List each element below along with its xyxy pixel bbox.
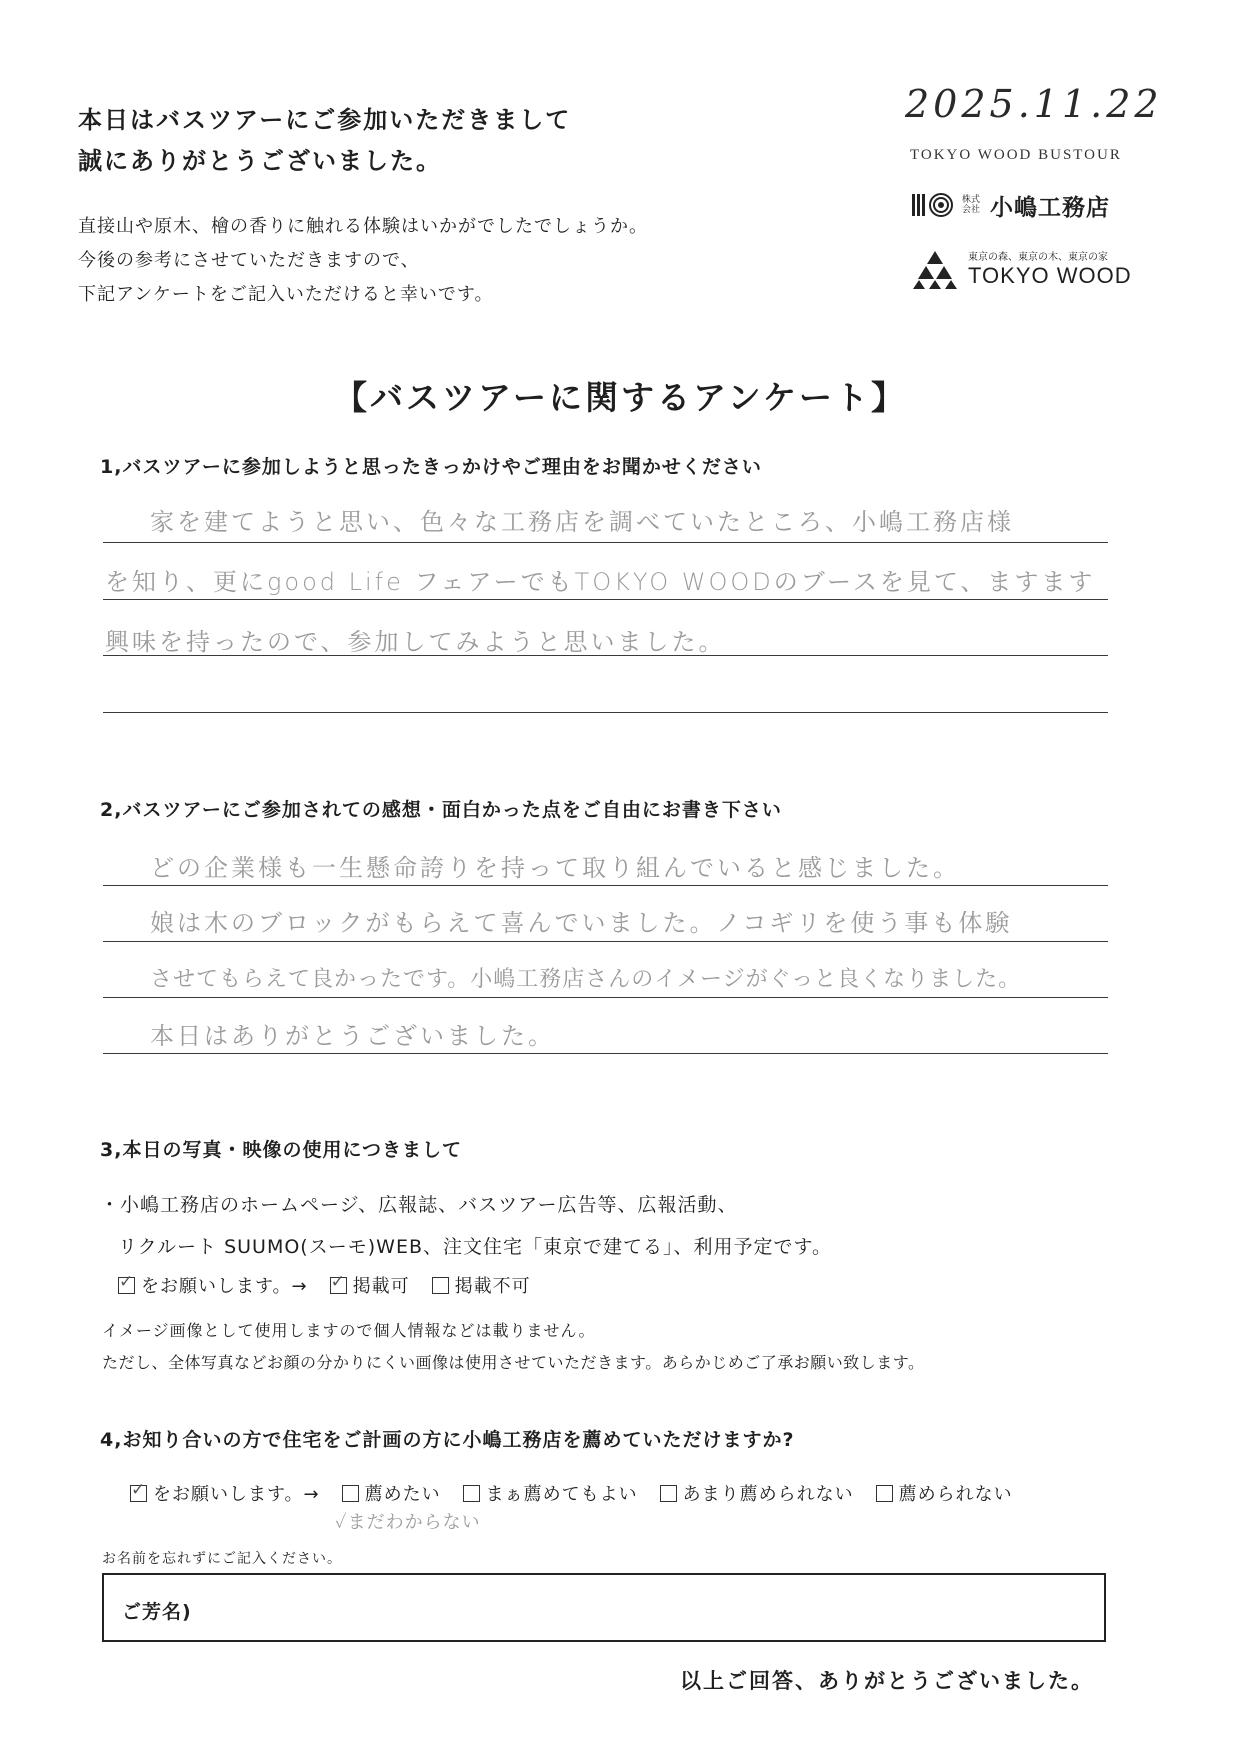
survey-title: 【バスツアーに関するアンケート】: [333, 378, 908, 417]
q4-option-4-checkbox-icon[interactable]: [876, 1485, 893, 1502]
q4-option-1-checkbox-icon[interactable]: [342, 1485, 359, 1502]
question-2-label: 2,バスツアーにご参加されての感想・面白かった点をご自由にお書き下さい: [100, 799, 782, 821]
q3-option-2-label: 掲載不可: [454, 1276, 531, 1297]
brand-tagline: 東京の森、東京の木、東京の家: [968, 252, 1108, 263]
q2-answer-line-3: させてもらえて良かったです。小嶋工務店さんのイメージがぐっと良くなりました。: [150, 967, 1022, 992]
name-label: ご芳名): [122, 1601, 192, 1623]
company-logo-icon: [912, 192, 956, 218]
q4-option-recommend[interactable]: [342, 1480, 441, 1506]
q3-options: [118, 1272, 553, 1298]
intro-line-3: 下記アンケートをご記入いただけると幸いです。: [78, 284, 494, 305]
greeting: [78, 100, 571, 182]
q2-rule-3: [103, 997, 1108, 998]
name-prompt: お名前を忘れずにご記入ください。: [102, 1551, 342, 1567]
q4-option-rarely[interactable]: [660, 1480, 854, 1506]
q4-option-2-label: まぁ薦めてもよい: [485, 1484, 638, 1505]
q3-usage-line-2: リクルート SUUMO(スーモ)WEB、注文住宅「東京で建てる」、利用予定です。: [118, 1236, 832, 1258]
q2-rule-4: [103, 1053, 1108, 1054]
q4-request-checkbox[interactable]: [130, 1480, 320, 1506]
q1-answer-line-1: 家を建てようと思い、色々な工務店を調べていたところ、小嶋工務店様: [150, 508, 1014, 536]
intro-text: [78, 210, 648, 312]
q3-note-line-2: ただし、全体写真などお顔の分かりにくい画像は使用させていただきます。あらかじめご了承お願い致します。: [102, 1353, 925, 1372]
brand-triangles-icon: [912, 249, 958, 289]
q1-rule-2: [103, 599, 1108, 600]
event-name: TOKYO WOOD BUSTOUR: [910, 147, 1122, 163]
question-1-label: 1,バスツアーに参加しようと思ったきっかけやご理由をお聞かせください: [100, 456, 762, 478]
q3-usage-line-1: ・小嶋工務店のホームページ、広報誌、バスツアー広告等、広報活動、: [100, 1194, 738, 1216]
company-prefix: 株式会社: [962, 195, 981, 215]
q3-request-checkbox[interactable]: [118, 1272, 308, 1298]
q3-request-check-icon[interactable]: [118, 1277, 135, 1294]
q2-rule-2: [103, 941, 1108, 942]
q2-answer-line-1: どの企業様も一生懸命誇りを持って取り組んでいると感じました。: [150, 854, 960, 882]
q3-note-line-1: イメージ画像として使用しますので個人情報などは載りません。: [102, 1321, 596, 1340]
q1-rule-4: [103, 712, 1108, 713]
q4-option-3-checkbox-icon[interactable]: [660, 1485, 677, 1502]
q3-request-label: をお願いします。→: [141, 1276, 308, 1297]
brand-logo: [912, 248, 1132, 289]
q3-option-1-label: 掲載可: [352, 1276, 410, 1297]
q2-answer-line-2: 娘は木のブロックがもらえて喜んでいました。ノコギリを使う事も体験: [150, 909, 1013, 937]
q1-rule-3: [103, 655, 1108, 656]
q1-rule-1: [103, 542, 1108, 543]
q4-options: [130, 1480, 1035, 1506]
q4-request-label: をお願いします。→: [153, 1484, 320, 1505]
q4-option-4-label: 薦められない: [898, 1484, 1013, 1505]
question-3-label: 3,本日の写真・映像の使用につきまして: [100, 1139, 463, 1161]
q4-option-2-checkbox-icon[interactable]: [463, 1485, 480, 1502]
question-4-label: 4,お知り合いの方で住宅をご計画の方に小嶋工務店を薦めていただけますか?: [100, 1429, 795, 1451]
intro-line-1: 直接山や原木、檜の香りに触れる体験はいかがでしたでしょうか。: [78, 216, 648, 237]
brand-name: TOKYO WOOD: [968, 263, 1132, 288]
q3-option-1-check-icon[interactable]: [330, 1277, 347, 1294]
name-field[interactable]: [102, 1573, 1106, 1642]
q4-option-maybe[interactable]: [463, 1480, 638, 1506]
greeting-line-1: 本日はバスツアーにご参加いただきまして: [78, 106, 572, 134]
q3-option-publish-ng[interactable]: [432, 1272, 531, 1298]
q2-answer-line-4: 本日はありがとうございました。: [150, 1022, 555, 1050]
closing-message: 以上ご回答、ありがとうございました。: [680, 1669, 1094, 1693]
q4-option-1-label: 薦めたい: [364, 1484, 441, 1505]
company-logo: [912, 188, 1110, 222]
company-name: 小嶋工務店: [990, 194, 1110, 221]
q2-rule-1: [103, 885, 1108, 886]
q3-option-2-checkbox-icon[interactable]: [432, 1277, 449, 1294]
q3-option-publish-ok[interactable]: [330, 1272, 410, 1298]
q4-request-check-icon[interactable]: [130, 1485, 147, 1502]
q1-answer-line-3: 興味を持ったので、参加してみようと思いました。: [105, 628, 726, 656]
q4-handwritten-note: ✓まだわからない: [335, 1512, 481, 1533]
greeting-line-2: 誠にありがとうございました。: [78, 147, 442, 175]
event-date: 2025.11.22: [905, 82, 1163, 126]
intro-line-2: 今後の参考にさせていただきますので、: [78, 250, 420, 271]
q4-option-no[interactable]: [876, 1480, 1013, 1506]
q1-answer-line-2: を知り、更にgood Life フェアーでもTOKYO WOODのブースを見て、ますます: [105, 568, 1096, 596]
q4-option-3-label: あまり薦められない: [682, 1484, 854, 1505]
